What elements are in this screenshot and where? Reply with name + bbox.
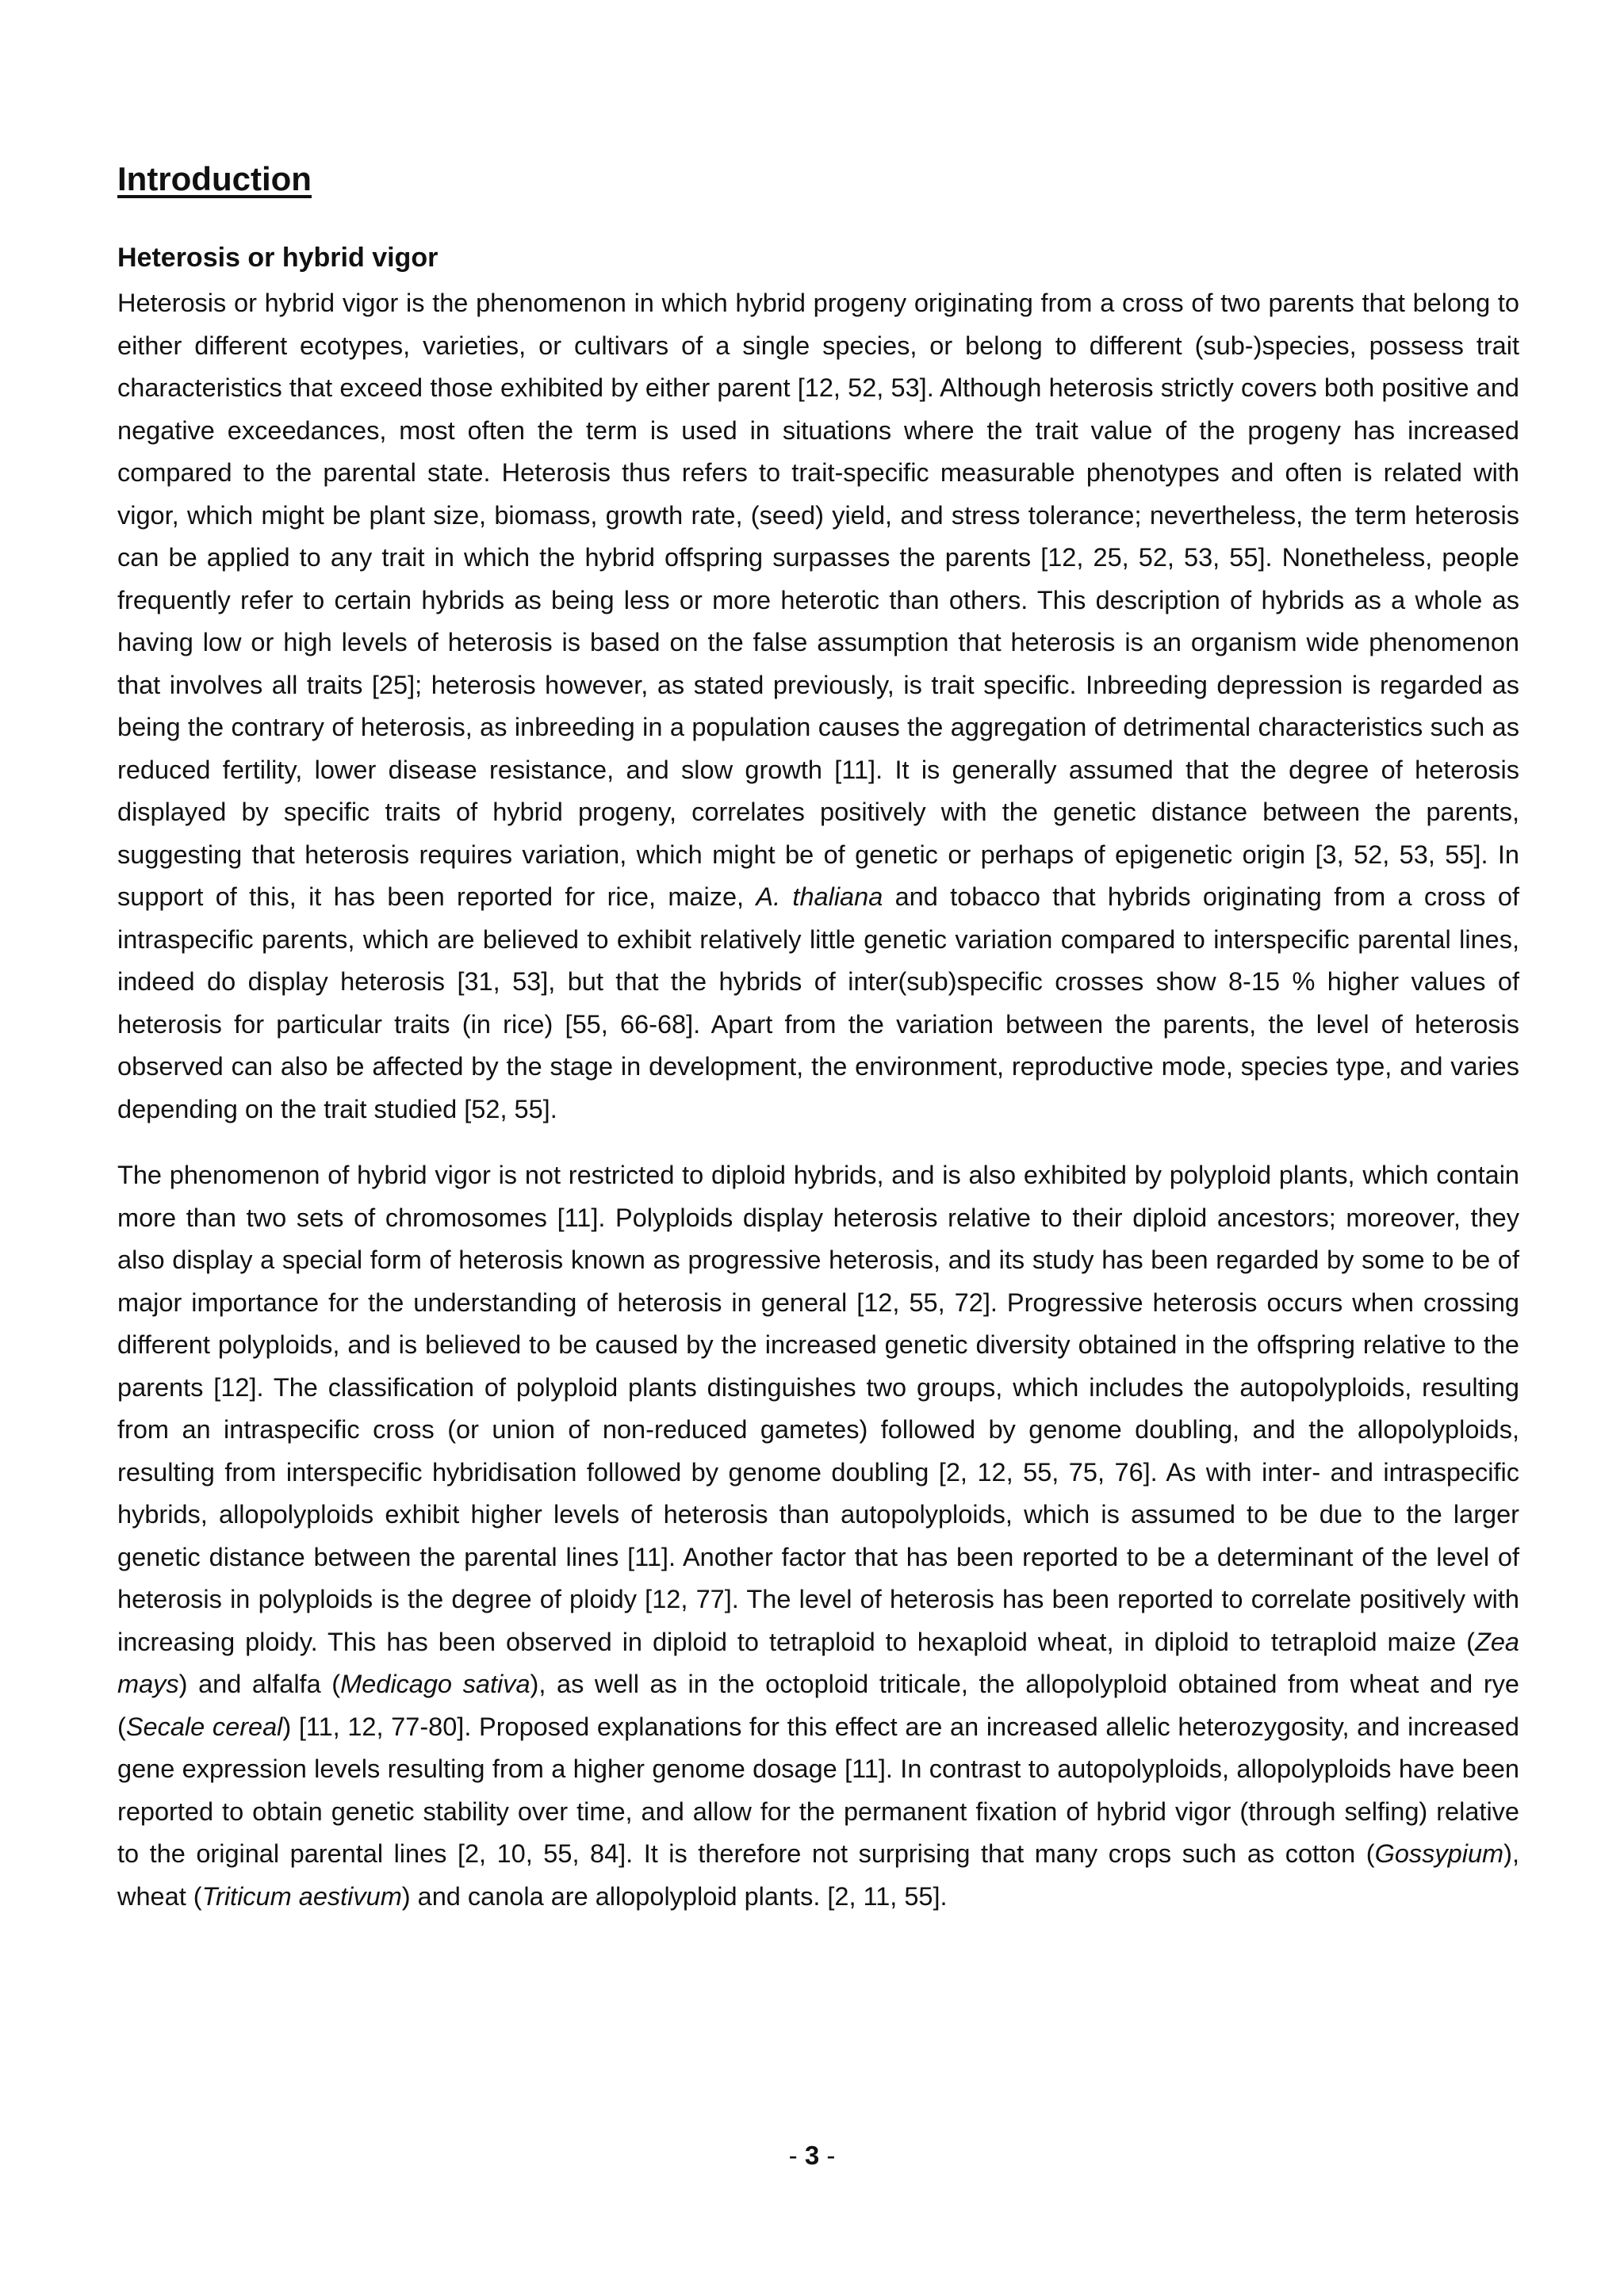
text-run: ), as well as in the octoploid triticale, the allopolyploid obtained from wheat and rye ( <box>117 1670 1519 1741</box>
paragraph-2 <box>117 1154 1519 1918</box>
text-run: ) and canola are allopolyploid plants. [2, 11, 55]. <box>401 1881 948 1911</box>
page-number <box>0 2136 1624 2175</box>
text-run: ) and alfalfa ( <box>178 1670 341 1698</box>
page-number-value: 3 <box>804 2141 820 2170</box>
text-run: and tobacco that hybrids originating from a cross of intraspecific parents, which are believed to exhibit relatively little genetic variation compared to interspecific parental lines, indeed do display heterosis [31, 53], but that the hybrids of inter(sub)specific crosses show 8-15 % higher values of heterosis for particular traits (in rice) [55, 66-68]. Apart from the variation between the parents, the level of heterosis observed can also be affected by the stage in development, the environment, reproductive mode, species type, and varies depending on the trait studied [52, 55]. <box>117 882 1519 1123</box>
italic-text-run: Zea mays <box>117 1627 1519 1698</box>
document-page <box>117 155 1519 1942</box>
text-run: Heterosis or hybrid vigor is the phenomenon in which hybrid progeny originating from a cross of two parents that belong to either different ecotypes, varieties, or cultivars of a single species, or belong to different (sub-)species, possess trait characteristics that exceed those exhibited by either parent [12, 52, 53]. Although heterosis strictly covers both positive and negative exceedances, most often the term is used in situations where the trait value of the progeny has increased compared to the parental state. Heterosis thus refers to trait-specific measurable phenotypes and often is related with vigor, which might be plant size, biomass, growth rate, (seed) yield, and stress tolerance; nevertheless, the term heterosis can be applied to any trait in which the hybrid offspring surpasses the parents [12, 25, 52, 53, 55]. Nonetheless, people frequently refer to certain hybrids as being less or more heterotic than others. This description of hybrids as a whole as having low or high levels of heterosis is based on the false assumption that heterosis is an organism wide phenomenon that involves all traits [25]; heterosis however, as stated previously, is trait specific. Inbreeding depression is regarded as being the contrary of heterosis, as inbreeding in a population causes the aggregation of detrimental characteristics such as reduced fertility, lower disease resistance, and slow growth [11]. It is generally assumed that the degree of heterosis displayed by specific traits of hybrid progeny, correlates positively with the genetic distance between the parents, suggesting that heterosis requires variation, which might be of genetic or perhaps of epigenetic origin [3, 52, 53, 55]. In support of this, it has been reported for rice, maize, <box>117 289 1519 911</box>
italic-text-run: Gossypium <box>1374 1839 1504 1868</box>
section-heading: Introduction <box>117 160 312 197</box>
subsection-heading: Heterosis or hybrid vigor <box>117 243 439 273</box>
text-run: ), wheat ( <box>117 1839 1519 1911</box>
italic-text-run: Medicago sativa <box>340 1670 530 1698</box>
paragraph-1 <box>117 282 1519 1131</box>
page-number-suffix: - <box>819 2141 836 2170</box>
text-run: The phenomenon of hybrid vigor is not restricted to diploid hybrids, and is also exhibited by polyploid plants, which contain more than two sets of chromosomes [11]. Polyploids display heterosis relative to their diploid ancestors; moreover, they also display a special form of heterosis known as progressive heterosis, and its study has been regarded by some to be of major importance for the understanding of heterosis in general [12, 55, 72]. Progressive heterosis occurs when crossing different polyploids, and is believed to be caused by the increased genetic diversity obtained in the offspring relative to the parents [12]. The classification of polyploid plants distinguishes two groups, which includes the autopolyploids, resulting from an intraspecific cross (or union of non-reduced gametes) followed by genome doubling, and the allopolyploids, resulting from interspecific hybridisation followed by genome doubling [2, 12, 55, 75, 76]. As with inter- and intraspecific hybrids, allopolyploids exhibit higher levels of heterosis than autopolyploids, which is assumed to be due to the larger genetic distance between the parental lines [11]. Another factor that has been reported to be a determinant of the level of heterosis in polyploids is the degree of ploidy [12, 77]. The level of heterosis has been reported to correlate positively with increasing ploidy. This has been observed in diploid to tetraploid to hexaploid wheat, in diploid to tetraploid maize ( <box>117 1161 1519 1656</box>
italic-text-run: A. thaliana <box>756 882 883 911</box>
italic-text-run: Triticum aestivum <box>201 1881 402 1911</box>
italic-text-run: Secale cereal <box>125 1712 283 1741</box>
text-run: ) [11, 12, 77-80]. Proposed explanations for this effect are an increased allelic heterozygosity, and increased gene expression levels resulting from a higher genome dosage [11]. In contrast to autopolyploids, allopolyploids have been reported to obtain genetic stability over time, and allow for the permanent fixation of hybrid vigor (through selfing) relative to the original parental lines [2, 10, 55, 84]. It is therefore not surprising that many crops such as cotton ( <box>117 1712 1519 1868</box>
page-number-prefix: - <box>788 2141 805 2170</box>
